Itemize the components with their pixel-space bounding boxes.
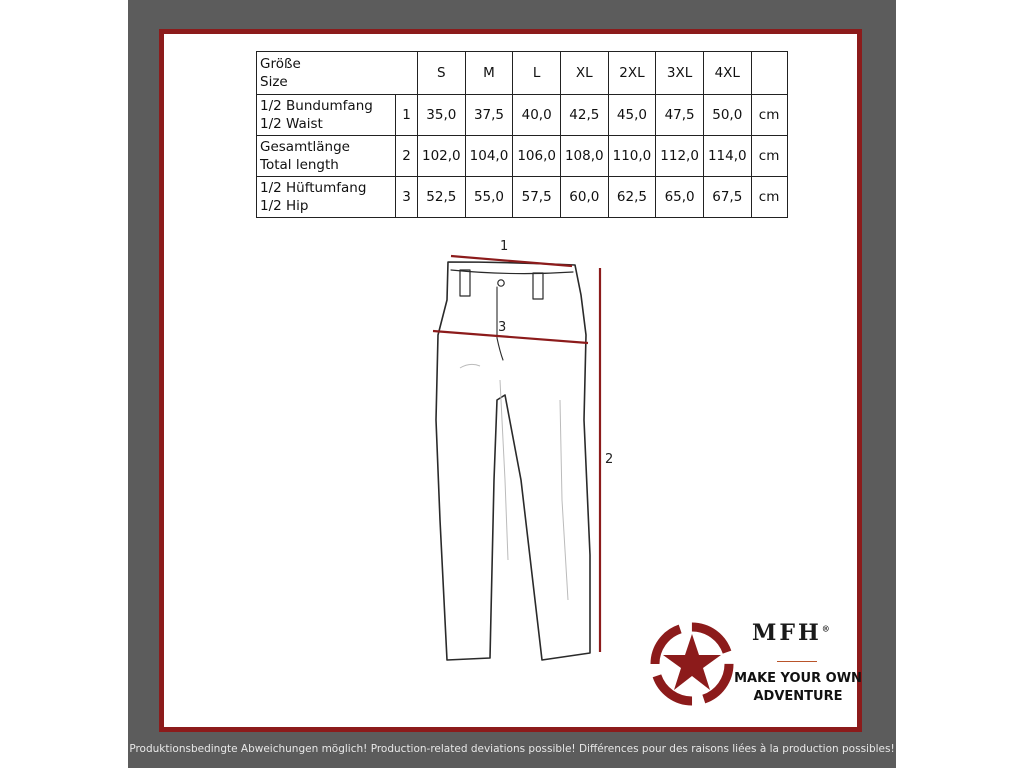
unit-cell: cm [751, 136, 787, 177]
registered-mark: ® [821, 623, 830, 634]
table-cell: 45,0 [608, 95, 656, 136]
table-cell: 60,0 [560, 177, 608, 218]
row-label-de: Gesamtlänge [260, 139, 350, 155]
table-cell: 40,0 [513, 95, 561, 136]
star-logo-icon [650, 622, 734, 706]
table-cell: 52,5 [418, 177, 466, 218]
table-cell: 110,0 [608, 136, 656, 177]
brand-slogan [732, 670, 864, 706]
row-label-de: 1/2 Bundumfang [260, 98, 373, 114]
row-label-en: 1/2 Waist [260, 116, 323, 132]
brand-logo-text [752, 620, 830, 646]
size-header-cell: 3XL [656, 52, 704, 95]
unit-cell: cm [751, 177, 787, 218]
row-number: 2 [396, 136, 418, 177]
hip-measure-line [433, 331, 588, 343]
brand-name: MFH [752, 620, 822, 646]
table-cell: 102,0 [418, 136, 466, 177]
table-cell: 37,5 [465, 95, 513, 136]
slogan-line-1: MAKE YOUR OWN [734, 671, 862, 686]
length-marker-label: 2 [605, 452, 614, 467]
size-header-label-de: Größe [260, 56, 301, 72]
row-number: 3 [396, 177, 418, 218]
table-cell: 42,5 [560, 95, 608, 136]
table-cell: 62,5 [608, 177, 656, 218]
unit-cell: cm [751, 95, 787, 136]
row-label-en: 1/2 Hip [260, 198, 309, 214]
slogan-line-2: ADVENTURE [753, 689, 843, 704]
footer-disclaimer: Produktionsbedingte Abweichungen möglich! Production-related deviations possible! Différences pour des raisons liées à la production possibles! [129, 743, 895, 755]
table-cell: 108,0 [560, 136, 608, 177]
size-header-cell: L [513, 52, 561, 95]
size-header-cell: 2XL [608, 52, 656, 95]
table-cell: 55,0 [465, 177, 513, 218]
table-cell: 47,5 [656, 95, 704, 136]
table-cell: 112,0 [656, 136, 704, 177]
trousers-outline [436, 262, 590, 660]
size-header-cell: XL [560, 52, 608, 95]
hip-marker-label: 3 [498, 320, 507, 335]
table-cell: 104,0 [465, 136, 513, 177]
table-cell: 67,5 [703, 177, 751, 218]
size-header-cell: S [418, 52, 466, 95]
row-label-en: Total length [260, 157, 339, 173]
size-header-label-en: Size [260, 74, 288, 90]
table-cell: 57,5 [513, 177, 561, 218]
table-cell: 114,0 [703, 136, 751, 177]
row-label-de: 1/2 Hüftumfang [260, 180, 367, 196]
size-header-cell: M [465, 52, 513, 95]
table-cell: 35,0 [418, 95, 466, 136]
table-cell: 65,0 [656, 177, 704, 218]
table-cell: 106,0 [513, 136, 561, 177]
slogan-divider [777, 661, 817, 662]
row-number: 1 [396, 95, 418, 136]
size-header-cell: 4XL [703, 52, 751, 95]
waist-measure-line [451, 256, 572, 266]
waist-marker-label: 1 [500, 239, 509, 254]
table-cell: 50,0 [703, 95, 751, 136]
trousers-seam-details [460, 364, 568, 600]
